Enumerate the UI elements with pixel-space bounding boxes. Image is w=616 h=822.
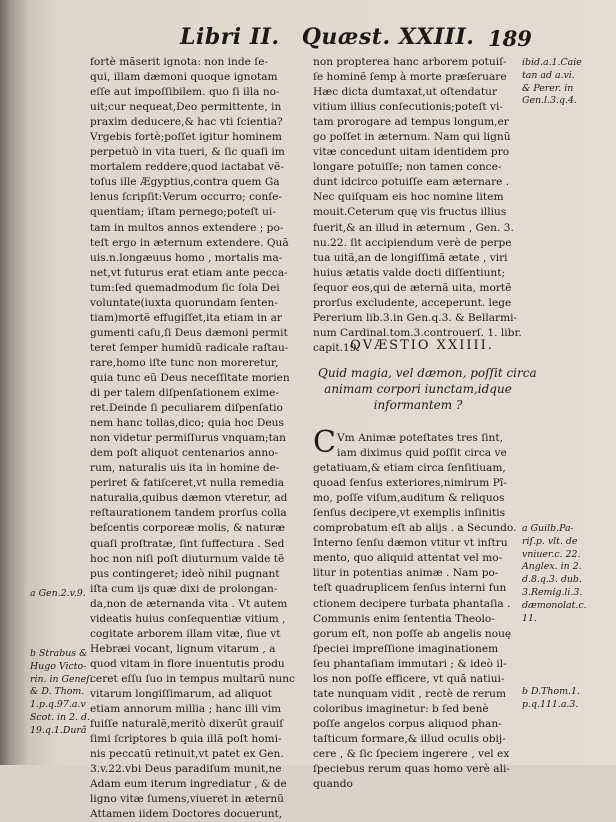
text-line: rare,homo iſte tunc non moreretur, xyxy=(90,356,279,369)
margin-note-line: tan ad a.vi. xyxy=(522,69,575,81)
text-line: poſſe angelos corpus aliquod phan- xyxy=(313,717,502,730)
text-line: iſta cum ijs quæ dixi de prolongan- xyxy=(90,582,278,595)
text-line: dem poſt aliquot centenarios anno- xyxy=(90,447,279,460)
text-line: 3.v.22.vbi Deus paradiſum munit,ne xyxy=(90,763,282,776)
header-book: Libri II. xyxy=(180,24,280,50)
text-line: quando xyxy=(313,778,353,791)
text-line: toſus ille Ægyptius,contra quem Ga xyxy=(90,176,280,189)
drop-capital: C xyxy=(313,425,336,460)
text-line: mortalem reddere,quod iactabat vẽ- xyxy=(90,161,284,174)
margin-note-line: Hugo Victo- xyxy=(30,660,87,672)
text-line: teſt ergo in æternum extendere. Quã xyxy=(90,236,289,249)
text-line: mo, poſſe viſum,auditum & reliquos xyxy=(313,492,505,505)
margin-note-line: Gen.l.3.q.4. xyxy=(522,95,577,107)
text-line: ligno vitæ ſumens,viueret in æternũ xyxy=(90,793,284,806)
text-line: videatis huius conſequentiæ vitium , xyxy=(90,612,286,625)
text-line: num Cardinal.tom.3.controuerſ. 1. libr. xyxy=(313,326,522,339)
text-line: longare potuiſſe; non tamen conce- xyxy=(313,161,502,174)
text-line: uit;cur nequeat,Deo permittente, in xyxy=(90,101,282,114)
margin-note-line: riſ.p. vlt. de xyxy=(522,535,578,547)
text-line: ſpeciebus rerum quas homo verè ali- xyxy=(313,763,510,776)
running-header xyxy=(180,24,488,50)
subtitle-line: Quid magia, vel dæmon, poſſit circa xyxy=(318,366,537,380)
margin-note-line: dæmonolat.c. xyxy=(522,599,587,611)
text-line: fortè mãserit ignota: non inde ſe- xyxy=(90,56,269,68)
text-line: naturalia,quibus dæmon vteretur, ad xyxy=(90,492,288,505)
question-subtitle xyxy=(318,365,537,413)
text-line: capit.19. xyxy=(313,341,360,354)
subtitle-line: animam corpori iunctam,idque xyxy=(324,382,512,396)
text-line: tate nunquam vidit , rectè de rerum xyxy=(313,687,507,700)
text-line: periret & fatiſceret,vt nulla remedia xyxy=(90,477,285,490)
margin-note-line: p.q.111.a.3. xyxy=(522,698,579,710)
margin-note-line: vniuer.c. 22. xyxy=(522,548,581,560)
text-line: quaſi proſtratæ, ſint ſuffectura . Sed xyxy=(90,537,285,550)
text-line: fuiſſe naturalẽ,meritò dixerũt grauiſ xyxy=(90,718,284,731)
text-line: etiam annorum millia ; hanc illi vim xyxy=(90,703,282,716)
margin-note-right-mid xyxy=(522,523,587,625)
text-line: qui, illam dæmoni quoque ignotam xyxy=(90,71,278,84)
text-line: coloribus imaginetur: b ſed benè xyxy=(313,702,489,715)
text-line: tua uitã,an de longiſſimã ætate , viri xyxy=(313,251,508,264)
text-line: uis.n.longæuus homo , mortalis ma- xyxy=(90,251,283,264)
text-line: tum:ſed quemadmodum ſic ſola Dei xyxy=(90,281,280,294)
text-line: Adam eum iterum ingrediatur , & de xyxy=(90,778,287,791)
text-line: ſe hominẽ ſemp à morte præſeruare xyxy=(313,71,507,84)
text-line: huius ætatis valde docti diſſentiunt; xyxy=(313,266,506,279)
text-line: iam diximus quid poſſit circa ve xyxy=(337,447,507,460)
margin-note-right-bottom xyxy=(522,686,580,712)
right-text-column-top xyxy=(313,55,522,356)
text-line: gumenti caſu,ſi Deus dæmoni permit xyxy=(90,326,288,339)
text-line: mento, quo aliquid attentat vel mo- xyxy=(313,552,503,565)
text-line: dunt idcirco potuiſſe eam æternare . xyxy=(313,176,510,189)
text-line: ſeu phantaſiam immutari ; & ideò il- xyxy=(313,657,507,670)
text-line: perpetuò in vita tueri, & ſic quaſi im xyxy=(90,146,285,159)
text-line: quod vitam in flore inuentutis produ xyxy=(90,657,285,670)
text-line: hoc non niſi poſt diuturnum valde tẽ xyxy=(90,552,285,565)
text-line: voluntate(iuxta quorundam ſenten- xyxy=(90,296,278,309)
text-line: Nec quiſquam eis hoc nomine litem xyxy=(313,191,504,204)
margin-note-right-top xyxy=(522,57,582,108)
text-line: vitæ concedunt uitam identidem pro xyxy=(313,146,510,159)
text-line: cere , & ſic ſpeciem ingerere , vel ex xyxy=(313,747,510,760)
text-line: ctionem decipere turbata phantaſia . xyxy=(313,597,511,610)
text-line: cogitate arborem illam vitæ, ſiue vt xyxy=(90,627,281,640)
text-line: beſcentis corporeæ molis, & naturæ xyxy=(90,522,286,535)
text-line: non propterea hanc arborem potuiſ- xyxy=(313,56,507,68)
text-line: fuerit,& an illud in æternum , Gen. 3. xyxy=(313,221,514,234)
text-line: taſticum formare,& illud oculis obij- xyxy=(313,732,506,745)
text-line: ſpeciei impreſſione imaginationem xyxy=(313,642,499,655)
text-line: mouit.Ceterum quę vis fructus illius xyxy=(313,206,507,219)
text-line: reſtaurationem tandem prorſus colla xyxy=(90,507,287,520)
text-line: quentiam; iſtam pernego;poteſt ui- xyxy=(90,206,276,219)
text-line: ſenſus decipere,vt exemplis inſinitis xyxy=(313,507,506,520)
text-line: los non poſſe efficere, vt quã natiui- xyxy=(313,672,505,685)
margin-note-line: rin. in Geneſ. xyxy=(30,673,93,685)
margin-note-line: 11. xyxy=(522,612,537,624)
text-line: Communis enim ſententia Theolo- xyxy=(313,612,495,625)
margin-note-line: Anglex. in 2. xyxy=(522,561,582,573)
text-line: comprobatum eſt ab alijs . a Secundo. xyxy=(313,522,517,535)
text-line: tam prorogare ad tempus longum,er xyxy=(313,116,509,129)
text-line: di per talem diſpenſationem exime- xyxy=(90,387,279,400)
margin-note-line: Scot. in 2. d. xyxy=(30,711,90,723)
text-line: da,non de æternanda vita . Vt autem xyxy=(90,597,288,610)
text-line: litur in potentias animæ . Nam po- xyxy=(313,567,499,580)
text-line: nis peccatũ retinuit,vt patet ex Gen. xyxy=(90,748,284,761)
text-line: Pererium lib.3.in Gen.q.3. & Bellarmi- xyxy=(313,311,518,324)
text-line: net,vt futurus erat etiam ante pecca- xyxy=(90,266,288,279)
margin-note-line: & Perer. in xyxy=(522,82,574,94)
margin-note-line: 1.p.q.97.a.v xyxy=(30,699,86,711)
text-line: vitium illius conſecutionis;poteſt vi- xyxy=(313,101,503,114)
text-line: Interno ſenſu dæmon vtitur vt inſtru xyxy=(313,537,508,550)
text-line: teſt quadruplicem ſenſus interni fun xyxy=(313,582,507,595)
text-line: nu.22. ſit accipiendum verè de perpe xyxy=(313,236,512,249)
margin-note-line: b D.Thom.1. xyxy=(522,686,580,697)
text-line: Hebræi vocant, lignum vitarum , a xyxy=(90,642,276,655)
question-title: QVÆSTIO XXIIII. xyxy=(350,338,494,353)
text-line: ceret eſſu ſuo in tempus multarũ nunc xyxy=(90,672,295,685)
margin-note-line: d.8.q.3. dub. xyxy=(522,574,582,586)
page-number: 189 xyxy=(488,26,532,51)
header-question: Quæst. XXIII. xyxy=(301,24,475,50)
text-line: tiam)mortẽ effugiſſet,ita etiam in ar xyxy=(90,311,282,324)
text-line: quoad ſenſus exteriores,nimirum Pĩ- xyxy=(313,477,507,490)
text-line: Attamen iidem Doctores docuerunt, xyxy=(90,808,283,821)
text-line: getatiuam,& etiam circa ſenſitiuam, xyxy=(313,462,506,475)
margin-note-line: a Gen.2.v.9. xyxy=(30,588,86,599)
text-line: vitarum longiſſimarum, ad aliquot xyxy=(90,687,273,700)
text-line: rum, naturalis uis ita in homine de- xyxy=(90,462,280,475)
margin-note-left-b xyxy=(30,648,93,738)
text-line: ſequor eos,qui de æternã uita, mortẽ xyxy=(313,281,512,294)
margin-note-line: b Strabus & xyxy=(30,648,88,659)
text-line: ſimi ſcriptores b quia illã poſt homi- xyxy=(90,733,282,746)
text-line: nem hanc tollas,dico; quia hoc Deus xyxy=(90,417,284,430)
right-text-column-bottom xyxy=(313,431,519,792)
text-line: praxim deducere,& hac vti ſcientia? xyxy=(90,116,283,129)
text-line: teret ſemper humidũ radicale raſtau- xyxy=(90,341,289,354)
text-line: lenus ſcripſit:Verum occurro; conſe- xyxy=(90,191,282,204)
left-text-column xyxy=(90,55,300,822)
text-line: tam in multos annos extendere ; po- xyxy=(90,221,284,234)
text-line: Hæc dicta dumtaxat,ut oſtendatur xyxy=(313,86,498,99)
margin-note-line: & D. Thom. xyxy=(30,686,85,698)
text-line: gorum eſt, non poſſe ab angelis nouę xyxy=(313,627,512,640)
text-line: non videtur permiſſurus vnquam;tan xyxy=(90,432,286,445)
text-line: eſſe aut impoſſibilem. quo ſi illa no- xyxy=(90,86,280,99)
text-line: quia tunc eũ Deus neceſſitate morien xyxy=(90,371,290,384)
margin-note-left-a xyxy=(30,588,86,601)
margin-note-line: ibid.a.1.Caie xyxy=(522,57,582,68)
subtitle-line: informantem ? xyxy=(373,398,463,412)
text-line: ret.Deinde ſi peculiarem diſpenſatio xyxy=(90,402,283,415)
text-line: Vm Animæ poteſtates tres ſint, xyxy=(337,432,503,444)
margin-note-line: a Guilb.Pa- xyxy=(522,523,574,534)
text-line: pus contingeret; ideò nihil pugnant xyxy=(90,567,280,580)
text-line: Vrgebis fortè;poſſet igitur hominem xyxy=(90,131,282,144)
margin-note-line: 19.q.1.Durã xyxy=(30,724,87,736)
text-line: go poſſet in æternum. Nam qui lignũ xyxy=(313,131,511,144)
text-line: prorſus excludente, acceperunt. lege xyxy=(313,296,512,309)
margin-note-line: 3.Remig.li.3. xyxy=(522,586,583,598)
